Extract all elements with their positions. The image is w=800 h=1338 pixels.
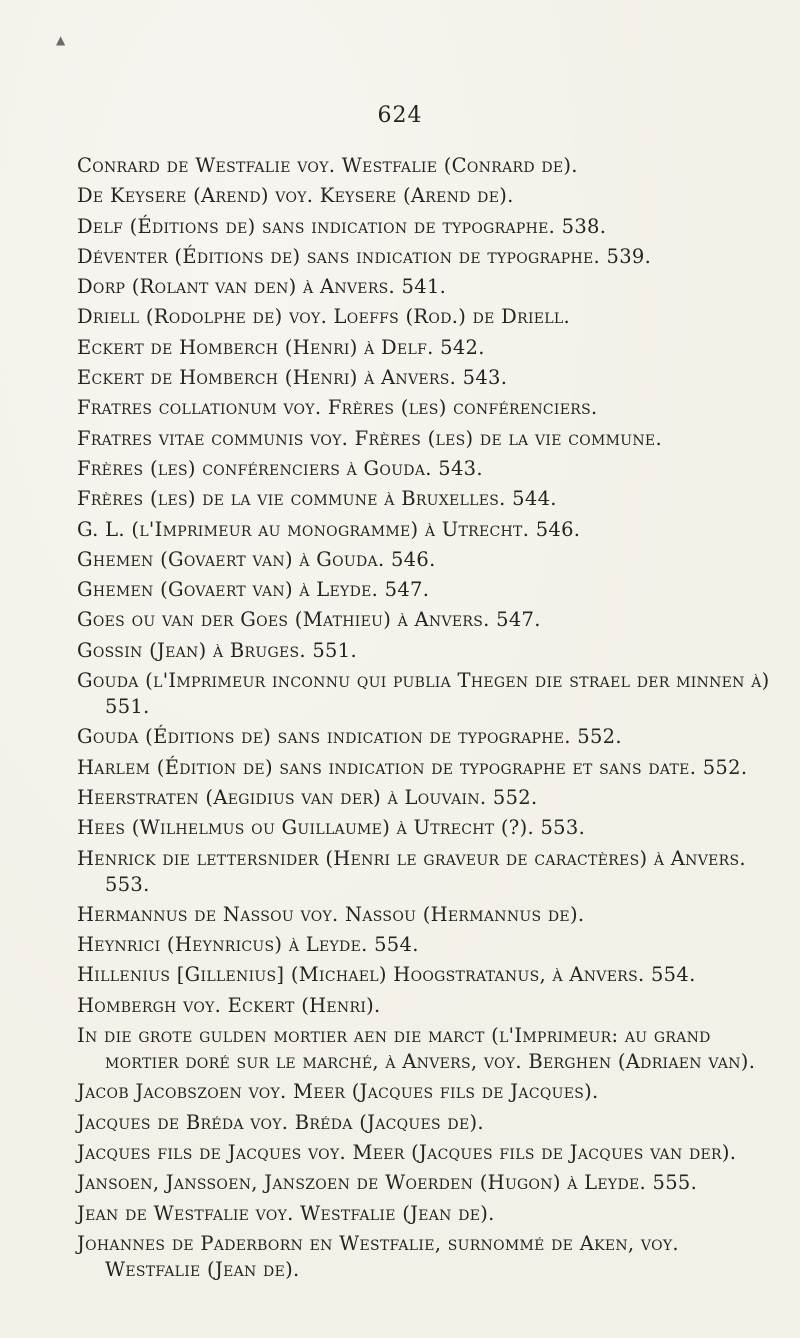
index-entry: Heerstraten (Aegidius van der) à Louvain. 552. bbox=[77, 785, 538, 809]
index-entry: Hermannus de Nassou voy. Nassou (Hermannus de). bbox=[77, 902, 585, 926]
index-entry: Hillenius [Gillenius] (Michael) Hoogstratanus, à Anvers. 554. bbox=[77, 963, 696, 987]
index-entry: Dorp (Rolant van den) à Anvers. 541. bbox=[77, 275, 447, 299]
index-entry: Driell (Rodolphe de) voy. Loeffs (Rod.) de Driell. bbox=[77, 305, 570, 329]
index-entry: Fratres vitae communis voy. Frères (les) de la vie commune. bbox=[77, 426, 662, 450]
index-entry: Henrick die lettersnider (Henri le graveur de caractères) à Anvers. 553. bbox=[77, 846, 746, 896]
index-entry: Frères (les) conférenciers à Gouda. 543. bbox=[77, 456, 483, 480]
corner-mark: ▲ bbox=[56, 33, 66, 47]
index-entry: Hombergh voy. Eckert (Henri). bbox=[77, 993, 381, 1017]
index-entry: Déventer (Éditions de) sans indication de typographe. 539. bbox=[77, 244, 652, 268]
index-list bbox=[77, 153, 777, 1287]
page-number: 624 bbox=[377, 103, 423, 128]
index-entry: Johannes de Paderborn en Westfalie, surnommé de Aken, voy. Westfalie (Jean de). bbox=[77, 1231, 679, 1281]
index-entry: Conrard de Westfalie voy. Westfalie (Conrard de). bbox=[77, 154, 578, 177]
index-entry: Delf (Éditions de) sans indication de typographe. 538. bbox=[77, 214, 607, 238]
index-entry: Frères (les) de la vie commune à Bruxelles. 544. bbox=[77, 487, 557, 511]
index-entry: Gouda (l'Imprimeur inconnu qui publia Thegen die strael der minnen à) 551. bbox=[77, 669, 770, 719]
index-entry: Harlem (Édition de) sans indication de typographe et sans date. 552. bbox=[77, 755, 748, 779]
index-entry: Jansoen, Janssoen, Janszoen de Woerden (Hugon) à Leyde. 555. bbox=[77, 1171, 698, 1195]
index-entry: Eckert de Homberch (Henri) à Anvers. 543. bbox=[77, 366, 508, 390]
index-entry: Gossin (Jean) à Bruges. 551. bbox=[77, 638, 357, 662]
index-entry: Jean de Westfalie voy. Westfalie (Jean de). bbox=[77, 1201, 495, 1225]
index-entry: Eckert de Homberch (Henri) à Delf. 542. bbox=[77, 335, 485, 359]
index-entry: Heynrici (Heynricus) à Leyde. 554. bbox=[77, 933, 419, 957]
index-entry: Hees (Wilhelmus ou Guillaume) à Utrecht (?). 553. bbox=[77, 816, 586, 840]
index-entry: Ghemen (Govaert van) à Gouda. 546. bbox=[77, 547, 436, 571]
index-entry: Jacques fils de Jacques voy. Meer (Jacques fils de Jacques van der). bbox=[77, 1140, 737, 1164]
index-entry: G. L. (l'Imprimeur au monogramme) à Utrecht. 546. bbox=[77, 517, 581, 541]
index-entry: Jacob Jacobszoen voy. Meer (Jacques fils de Jacques). bbox=[77, 1080, 599, 1104]
index-entry: Jacques de Bréda voy. Bréda (Jacques de). bbox=[77, 1110, 484, 1134]
index-entry: In die grote gulden mortier aen die marct (l'Imprimeur: au grand mortier doré sur le marché, à Anvers, voy. Berghen (Adriaen van). bbox=[77, 1024, 756, 1074]
index-entry: Fratres collationum voy. Frères (les) conférenciers. bbox=[77, 396, 598, 420]
index-entry: De Keysere (Arend) voy. Keysere (Arend de). bbox=[77, 184, 514, 208]
index-entry: Goes ou van der Goes (Mathieu) à Anvers. 547. bbox=[77, 608, 541, 632]
index-entry: Ghemen (Govaert van) à Leyde. 547. bbox=[77, 578, 430, 602]
index-entry: Gouda (Éditions de) sans indication de typographe. 552. bbox=[77, 725, 622, 749]
